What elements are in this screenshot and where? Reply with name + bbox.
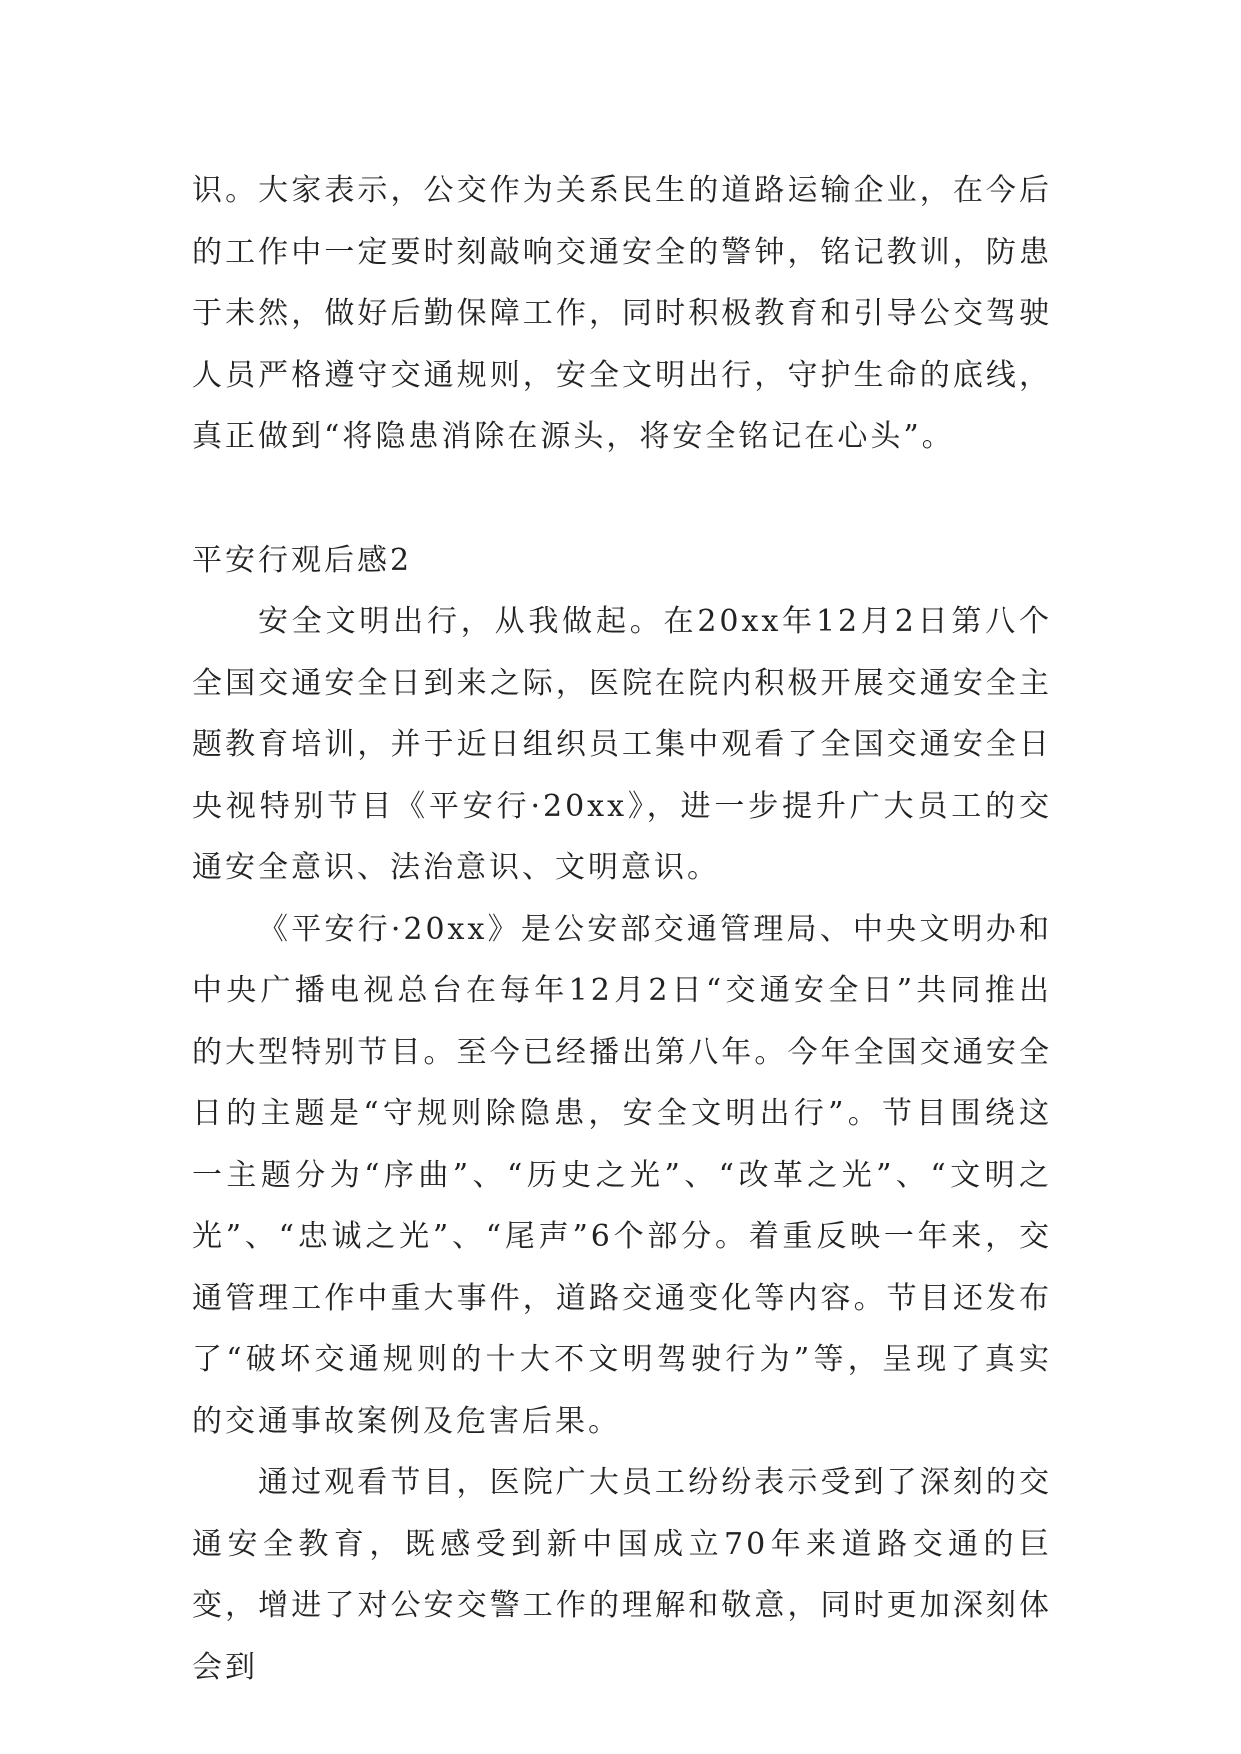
paragraph-program-description: 《平安行·20xx》是公安部交通管理局、中央文明办和中央广播电视总台在每年12月2日“交通安全日”共同推出的大型特别节目。至今已经播出第八年。今年全国交通安全日的主题是“守规则除隐患，安全文明出行”。节目围绕这一主题分为“序曲”、“历史之光”、“改革之光”、“文明之光”、“忠诚之光”、“尾声”6个部分。着重反映一年来，交通管理工作中重大事件，道路交通变化等内容。节目还发布了“破坏交通规则的十大不文明驾驶行为”等，呈现了真实的交通事故案例及危害后果。 (192, 911, 1052, 1439)
paragraph-intro: 安全文明出行，从我做起。在20xx年12月2日第八个全国交通安全日到来之际，医院在院内积极开展交通安全主题教育培训，并于近日组织员工集中观看了全国交通安全日央视特别节目《平安行·20xx》，进一步提升广大员工的交通安全意识、法治意识、文明意识。 (192, 604, 1052, 885)
section-title: 平安行观后感2 (192, 542, 413, 578)
paragraph-reflection: 通过观看节目，医院广大员工纷纷表示受到了深刻的交通安全教育，既感受到新中国成立70年来道路交通的巨变，增进了对公安交警工作的理解和敬意，同时更加深刻体会到 (192, 1465, 1052, 1685)
paragraph-continuation: 识。大家表示，公交作为关系民生的道路运输企业，在今后的工作中一定要时刻敲响交通安全的警钟，铭记教训，防患于未然，做好后勤保障工作，同时积极教育和引导公交驾驶人员严格遵守交通规则，安全文明出行，守护生命的底线，真正做到“将隐患消除在源头，将安全铭记在心头”。 (192, 173, 1052, 454)
document-body (192, 160, 1052, 1698)
